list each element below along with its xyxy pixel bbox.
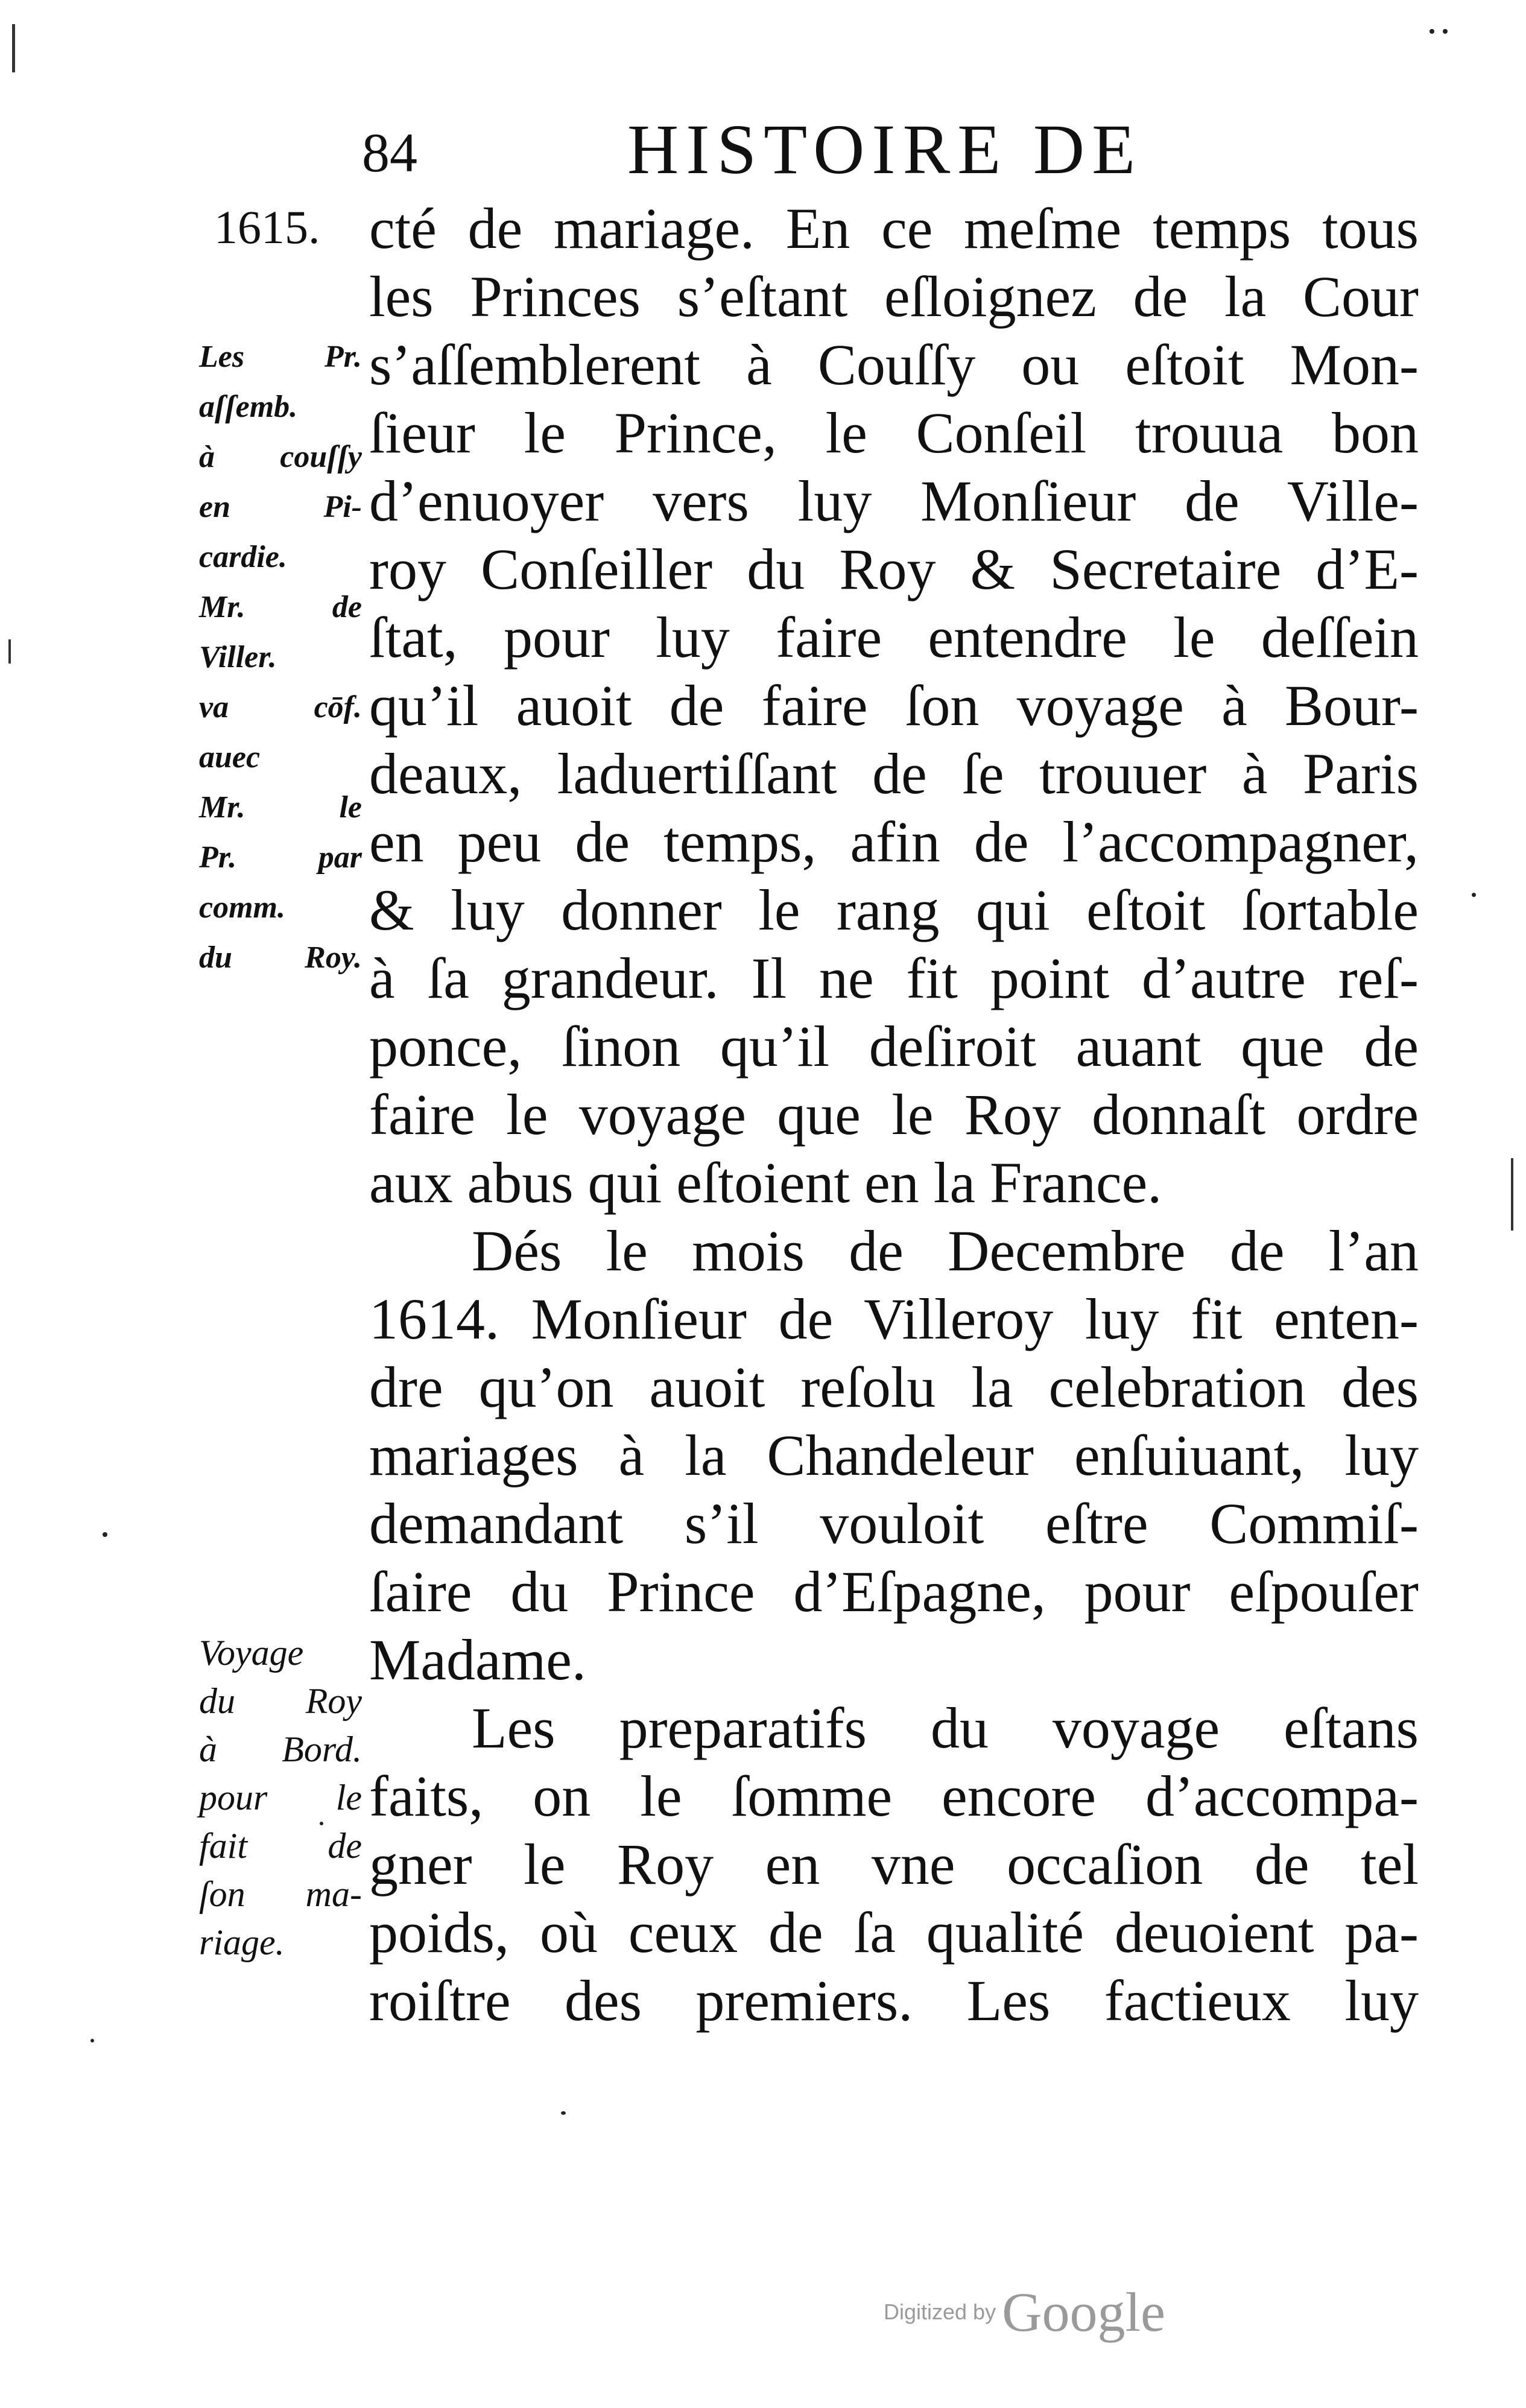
margin-note-line: Les Pr. — [199, 340, 362, 374]
text-line: cté de mariage. En ce meſme temps tous — [369, 196, 1419, 261]
page-header — [362, 109, 1417, 193]
margin-note-line: riage. — [199, 1922, 285, 1962]
text-line: roy Conſeiller du Roy & Secretaire d’E- — [369, 537, 1419, 601]
scan-speck — [1443, 29, 1448, 34]
margin-note-line: comm. — [199, 890, 285, 925]
text-line: mariages à la Chandeleur enſuiuant, luy — [369, 1423, 1419, 1488]
margin-note-line: à Bord. — [199, 1729, 362, 1769]
text-line: ſieur le Prince, le Conſeil trouua bon — [369, 401, 1419, 465]
text-line: s’aſſemblerent à Couſſy ou eſtoit Mon- — [369, 332, 1419, 397]
scan-speck — [1472, 893, 1476, 897]
margin-note-line: Voyage — [199, 1633, 304, 1673]
text-line: ſaire du Prince d’Eſpagne, pour eſpouſer — [369, 1559, 1419, 1624]
scan-speck — [90, 2039, 94, 2042]
scan-edge-mark — [1511, 1158, 1513, 1231]
margin-note-line: à couſſy — [199, 440, 362, 474]
digitized-watermark — [884, 2280, 1165, 2346]
text-line: d’enuoyer vers luy Monſieur de Ville- — [369, 469, 1419, 533]
margin-note-line: Mr. le — [199, 790, 362, 825]
main-text-block — [369, 194, 1419, 2035]
margin-note-princes — [199, 332, 362, 983]
text-line: qu’il auoit de faire ſon voyage à Bour- — [369, 673, 1419, 738]
text-line: 1614. Monſieur de Villeroy luy fit enten- — [369, 1287, 1419, 1351]
text-line: ſtat, pour luy faire entendre le deſſein — [369, 605, 1419, 670]
margin-note-line: aſſemb. — [199, 390, 298, 424]
text-line: aux abus qui eſtoient en la France. — [369, 1150, 1162, 1215]
google-logo-text: Google — [1002, 2281, 1165, 2343]
text-line: dre qu’on auoit reſolu la celebration des — [369, 1355, 1419, 1419]
scan-speck — [103, 1532, 107, 1537]
margin-year: 1615. — [214, 201, 320, 253]
margin-note-voyage — [199, 1629, 362, 1966]
text-line: faire le voyage que le Roy donnaſt ordre — [369, 1082, 1419, 1147]
text-line: en peu de temps, afin de l’accompagner, — [369, 810, 1419, 874]
margin-note-line: va cōf. — [199, 690, 362, 724]
scan-edge-mark — [8, 639, 11, 664]
text-line: roiſtre des premiers. Les factieux luy — [369, 1968, 1419, 2033]
page-number: 84 — [362, 122, 417, 183]
scan-speck — [561, 2111, 566, 2115]
text-line: ponce, ſinon qu’il deſiroit auant que de — [369, 1014, 1419, 1079]
text-line: faits, on le ſomme encore d’accompa- — [369, 1764, 1419, 1828]
text-line: deaux, laduertiſſant de ſe trouuer à Paris — [369, 741, 1419, 806]
margin-note-line: du Roy. — [199, 940, 362, 975]
margin-note-line: en Pi- — [199, 490, 362, 524]
margin-note-line: ſon ma- — [199, 1874, 362, 1914]
running-title: HISTOIRE DE — [627, 110, 1143, 189]
text-line: à ſa grandeur. Il ne fit point d’autre reſ- — [369, 946, 1419, 1010]
margin-note-line: Mr. de — [199, 590, 362, 624]
margin-note-line: auec — [199, 740, 261, 775]
text-line: poids, où ceux de ſa qualité deuoient pa- — [369, 1900, 1419, 1965]
text-line: Madame. — [369, 1627, 586, 1692]
text-line: & luy donner le rang qui eſtoit ſortable — [369, 878, 1419, 942]
text-line: gner le Roy en vne occaſion de tel — [369, 1832, 1419, 1896]
text-line: demandant s’il vouloit eſtre Commiſ- — [369, 1491, 1419, 1556]
margin-note-line: Viller. — [199, 640, 277, 674]
margin-note-line: cardie. — [199, 540, 287, 574]
margin-note-line: Pr. par — [199, 840, 362, 875]
text-line: Les preparatifs du voyage eſtans — [472, 1696, 1419, 1760]
margin-note-line: fait de — [199, 1826, 362, 1866]
text-line: Dés le mois de Decembre de l’an — [472, 1218, 1419, 1283]
scan-edge-mark — [12, 24, 15, 72]
scan-speck — [1429, 29, 1434, 34]
scan-speck — [320, 1822, 323, 1825]
digitized-label: Digitized by — [884, 2299, 996, 2324]
margin-note-line: du Roy — [199, 1681, 362, 1721]
text-line: les Princes s’eſtant eſloignez de la Cour — [369, 264, 1419, 329]
margin-note-line: pour le — [199, 1778, 362, 1817]
